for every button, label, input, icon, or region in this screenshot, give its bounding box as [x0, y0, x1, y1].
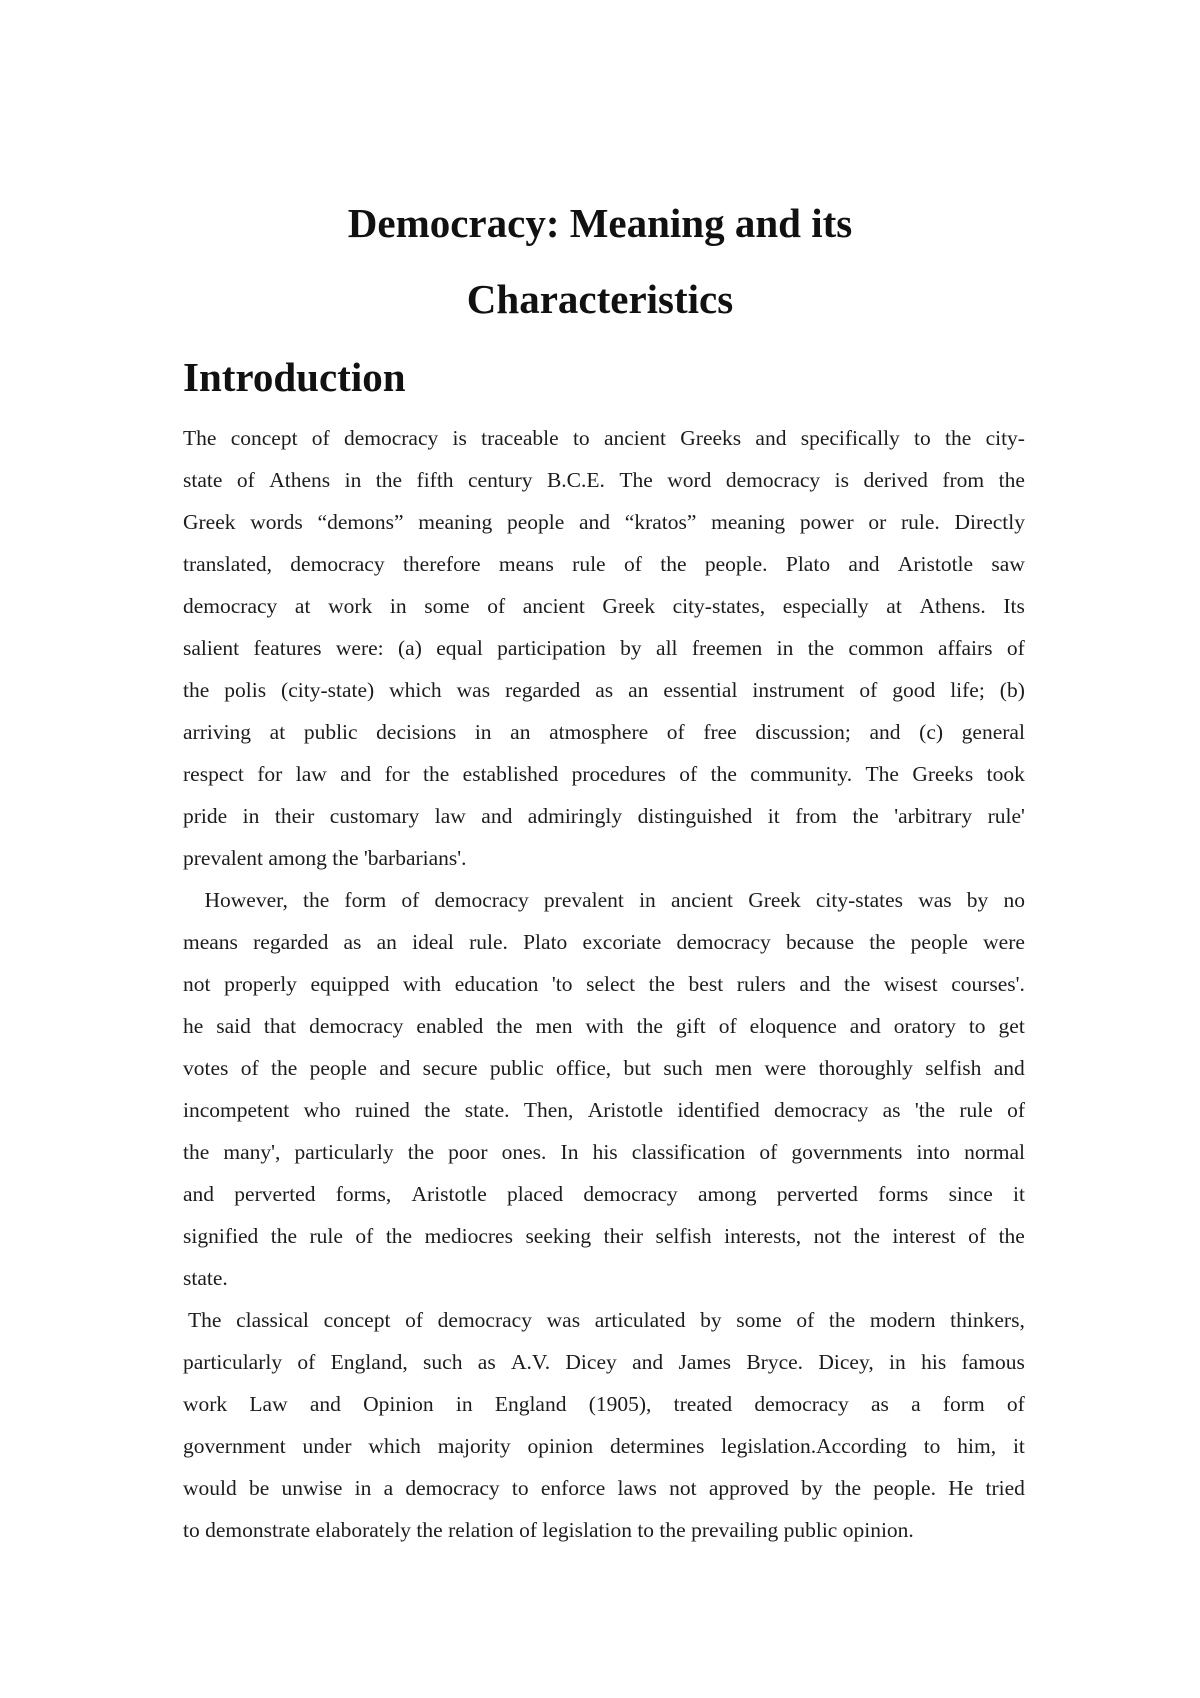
text-line: the many', particularly the poor ones. In his classification of governments into normal [183, 1140, 1025, 1164]
text-line: The classical concept of democracy was articulated by some of the modern thinkers, [183, 1308, 1025, 1332]
text-line: and perverted forms, Aristotle placed democracy among perverted forms since it [183, 1182, 1025, 1206]
text-line: Greek words “demons” meaning people and “kratos” meaning power or rule. Directly [183, 510, 1025, 534]
text-line: state of Athens in the fifth century B.C.E. The word democracy is derived from the [183, 468, 1025, 492]
text-line: government under which majority opinion determines legislation.According to him, it [183, 1434, 1025, 1458]
text-line: state. [183, 1266, 228, 1290]
text-line: salient features were: (a) equal participation by all freemen in the common affairs of [183, 636, 1025, 660]
text-line: prevalent among the 'barbarians'. [183, 846, 467, 870]
text-line: democracy at work in some of ancient Greek city-states, especially at Athens. Its [183, 594, 1025, 618]
text-line: he said that democracy enabled the men with the gift of eloquence and oratory to get [183, 1014, 1025, 1038]
page-title-line-2: Characteristics [466, 276, 734, 322]
text-line: However, the form of democracy prevalent in ancient Greek city-states was by no [183, 888, 1025, 912]
text-line: respect for law and for the established procedures of the community. The Greeks took [183, 762, 1025, 786]
text-line: work Law and Opinion in England (1905), treated democracy as a form of [183, 1392, 1025, 1416]
text-line: translated, democracy therefore means rule of the people. Plato and Aristotle saw [183, 552, 1025, 576]
paragraph-2 [183, 888, 1025, 1308]
text-line: particularly of England, such as A.V. Dicey and James Bryce. Dicey, in his famous [183, 1350, 1025, 1374]
paragraph-3 [183, 1308, 1025, 1560]
paragraph-1 [183, 426, 1025, 888]
text-line: pride in their customary law and admiringly distinguished it from the 'arbitrary rule' [183, 804, 1025, 828]
text-line: to demonstrate elaborately the relation of legislation to the prevailing public opinion. [183, 1518, 914, 1542]
text-line: incompetent who ruined the state. Then, Aristotle identified democracy as 'the rule of [183, 1098, 1025, 1122]
text-line: means regarded as an ideal rule. Plato excoriate democracy because the people were [183, 930, 1025, 954]
text-line: signified the rule of the mediocres seeking their selfish interests, not the interest of the [183, 1224, 1025, 1248]
text-line: not properly equipped with education 'to select the best rulers and the wisest courses'. [183, 972, 1025, 996]
text-line: would be unwise in a democracy to enforce laws not approved by the people. He tried [183, 1476, 1025, 1500]
text-line: The concept of democracy is traceable to ancient Greeks and specifically to the city- [183, 426, 1025, 450]
text-line: the polis (city-state) which was regarded as an essential instrument of good life; (b) [183, 678, 1025, 702]
section-heading-introduction: Introduction [183, 354, 406, 400]
text-line: votes of the people and secure public office, but such men were thoroughly selfish and [183, 1056, 1025, 1080]
page-title-line-1: Democracy: Meaning and its [347, 200, 853, 246]
text-line: arriving at public decisions in an atmosphere of free discussion; and (c) general [183, 720, 1025, 744]
